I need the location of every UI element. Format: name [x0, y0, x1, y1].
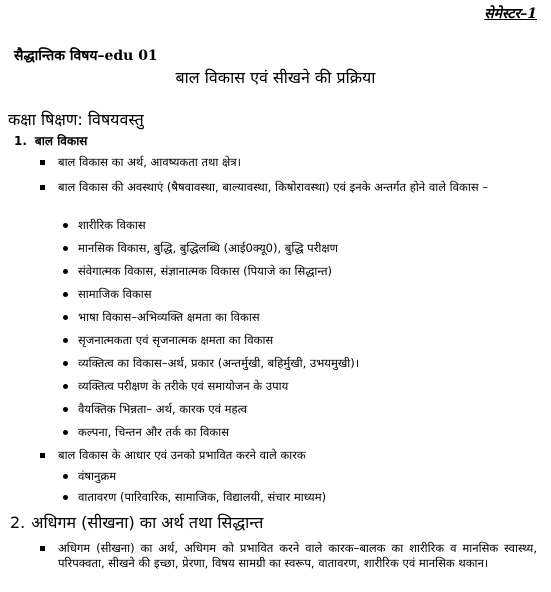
- square-bullet-icon: [40, 546, 45, 551]
- sub-list-item-text: कल्पना, चिन्तन और तर्क का विकास: [78, 425, 229, 439]
- sub-list-item: [0, 402, 247, 417]
- list-item: [0, 180, 551, 195]
- round-bullet-icon: [63, 361, 68, 366]
- list-item-text: बाल विकास के आधार एवं उनको प्रभावित करने वाले कारक: [58, 448, 306, 462]
- round-bullet-icon: [63, 338, 68, 343]
- list-item-text: बाल विकास का अर्थ, आवष्यकता तथा क्षेत्र।: [58, 155, 241, 169]
- square-bullet-icon: [40, 185, 45, 190]
- sub-list-item-text: सृजनात्मकता एवं सृजनात्मक क्षमता का विकास: [78, 333, 274, 347]
- sub-list-item-text: संवेगात्मक विकास, संज्ञानात्मक विकास (पियाजे का सिद्धान्त): [78, 264, 332, 278]
- unit-1-point-1-block: [0, 155, 551, 170]
- sub-list-item: [0, 356, 359, 371]
- sub-list-item: [0, 264, 332, 279]
- unit-2-number: 2.: [10, 513, 26, 532]
- sub-list-item: [0, 333, 273, 348]
- round-bullet-icon: [63, 407, 68, 412]
- sub-list-item-text: वातावरण (पारिवारिक, सामाजिक, विद्यालयी, संचार माध्यम): [78, 490, 327, 504]
- unit-1-heading: [14, 132, 87, 149]
- square-bullet-icon: [40, 453, 45, 458]
- round-bullet-icon: [63, 315, 68, 320]
- list-item: [0, 448, 551, 463]
- sub-list-item: [0, 490, 326, 505]
- list-item-text: बाल विकास की अवस्थाएं (षैषवावस्था, बाल्यावस्था, किषोरावस्था) एवं इनके अन्तर्गत होने वाले विकास –: [58, 180, 489, 194]
- unit-2-point-1-block: [0, 541, 551, 571]
- sub-list-item: [0, 379, 288, 394]
- sub-list-item-text: वैयक्तिक भिन्नता– अर्थ, कारक एवं महत्व: [78, 402, 248, 416]
- unit-1-number: 1.: [14, 134, 27, 148]
- sub-list-item: [0, 469, 116, 484]
- round-bullet-icon: [63, 223, 68, 228]
- unit-2-heading: [10, 511, 263, 533]
- sub-list-item-text: भाषा विकास–अभिव्यक्ति क्षमता का विकास: [78, 310, 260, 324]
- subject-code: सैद्धान्तिक विषय–edu 01: [14, 48, 158, 64]
- sub-list-item-text: वंषानुक्रम: [78, 469, 117, 483]
- list-item: [0, 155, 551, 170]
- semester-label: सेमेस्टर–1: [484, 6, 537, 22]
- sub-list-item-text: मानसिक विकास, बुद्धि, बुद्धिलब्धि (आई0क्यू0), बुद्धि परीक्षण: [78, 241, 338, 255]
- sub-list-item: [0, 310, 260, 325]
- round-bullet-icon: [63, 495, 68, 500]
- round-bullet-icon: [63, 246, 68, 251]
- list-item-text: अधिगम (सीखना) का अर्थ, अधिगम को प्रभावित करने वाले कारक–बालक का शारीरिक व मानसिक स्वास्थ्य, परिपक्वता, सीखने की इच्छा, प्रेरणा, विषय सामग्री का स्वरूप, वातावरण, शारीरिक एवं मानसिक थकान।: [58, 541, 537, 570]
- sub-list-item: [0, 218, 146, 233]
- sub-list-item: [0, 287, 152, 302]
- sub-list-item-text: शारीरिक विकास: [78, 218, 146, 232]
- list-item: [0, 541, 551, 571]
- sub-list-item-text: व्यक्तित्व का विकास–अर्थ, प्रकार (अन्तर्मुखी, बहिर्मुखी, उभयमुखी)।: [78, 356, 360, 370]
- round-bullet-icon: [63, 269, 68, 274]
- sub-list-item: [0, 425, 229, 440]
- sub-list-item: [0, 241, 338, 256]
- unit-2-title: अधिगम (सीखना) का अर्थ तथा सिद्धान्त: [31, 513, 264, 532]
- square-bullet-icon: [40, 160, 45, 165]
- sub-list-item-text: व्यक्तित्व परीक्षण के तरीके एवं समायोजन के उपाय: [78, 379, 289, 393]
- round-bullet-icon: [63, 474, 68, 479]
- round-bullet-icon: [63, 384, 68, 389]
- section-heading: कक्षा षिक्षण: विषयवस्तु: [8, 110, 144, 129]
- unit-1-point-3-block: [0, 448, 551, 463]
- paper-title: बाल विकास एवं सीखने की प्रक्रिया: [175, 68, 376, 87]
- unit-1-point-2-block: [0, 180, 551, 195]
- unit-1-title: बाल विकास: [34, 134, 88, 148]
- round-bullet-icon: [63, 430, 68, 435]
- sub-list-item-text: सामाजिक विकास: [78, 287, 152, 301]
- round-bullet-icon: [63, 292, 68, 297]
